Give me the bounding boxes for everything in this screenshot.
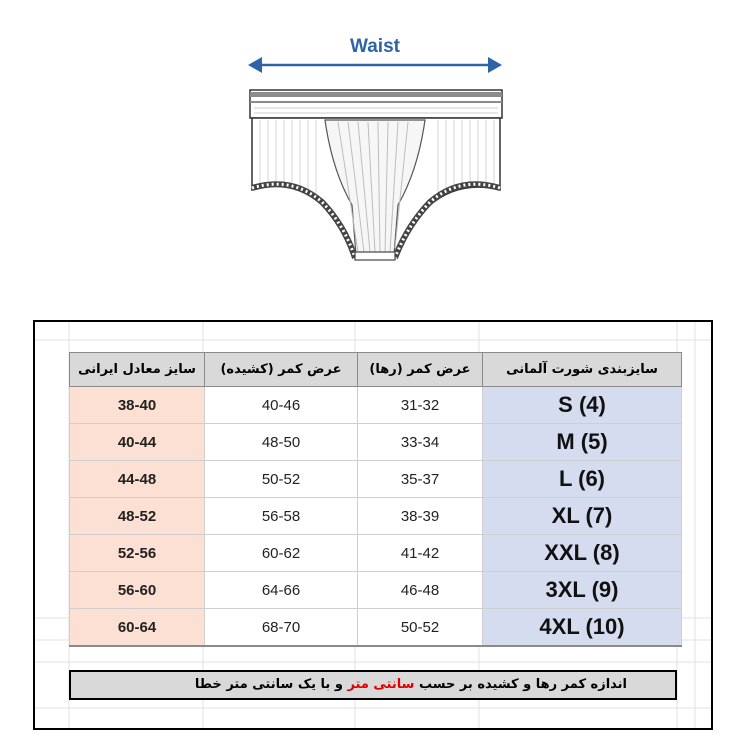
- table-row: [70, 498, 682, 535]
- german-size-cell: 4XL (10): [483, 609, 682, 647]
- waist-free-cell: 41-42: [358, 535, 483, 572]
- waist-free-cell: 31-32: [358, 387, 483, 424]
- waist-free-cell: 46-48: [358, 572, 483, 609]
- table-row: [70, 424, 682, 461]
- header-waist-stretched: عرض کمر (کشیده): [205, 353, 358, 387]
- measurement-note: [69, 670, 677, 700]
- waist-free-cell: 35-37: [358, 461, 483, 498]
- german-size-cell: XXL (8): [483, 535, 682, 572]
- waist-stretched-cell: 68-70: [205, 609, 358, 647]
- iranian-size-cell: 38-40: [70, 387, 205, 424]
- waist-stretched-cell: 64-66: [205, 572, 358, 609]
- iranian-size-cell: 44-48: [70, 461, 205, 498]
- german-size-cell: 3XL (9): [483, 572, 682, 609]
- waist-arrow: [248, 57, 502, 73]
- header-german-size: سایزبندی شورت آلمانی: [483, 353, 682, 387]
- german-size-cell: XL (7): [483, 498, 682, 535]
- iranian-size-cell: 40-44: [70, 424, 205, 461]
- waist-free-cell: 38-39: [358, 498, 483, 535]
- size-chart-sheet: [33, 320, 713, 730]
- waistband: [250, 90, 502, 118]
- header-waist-free: عرض کمر (رها): [358, 353, 483, 387]
- waist-free-cell: 33-34: [358, 424, 483, 461]
- waist-stretched-cell: 50-52: [205, 461, 358, 498]
- waist-label: Waist: [350, 36, 400, 57]
- waist-stretched-cell: 60-62: [205, 535, 358, 572]
- table-row: [70, 387, 682, 424]
- note-unit-highlight: سانتی متر: [347, 677, 415, 692]
- briefs-illustration: [230, 30, 530, 280]
- german-size-cell: S (4): [483, 387, 682, 424]
- waist-stretched-cell: 40-46: [205, 387, 358, 424]
- table-row: [70, 572, 682, 609]
- iranian-size-cell: 60-64: [70, 609, 205, 647]
- header-row: [70, 353, 682, 387]
- waist-stretched-cell: 48-50: [205, 424, 358, 461]
- header-iranian-size: سایز معادل ایرانی: [70, 353, 205, 387]
- iranian-size-cell: 56-60: [70, 572, 205, 609]
- note-suffix: و با یک سانتی متر خطا: [194, 677, 343, 692]
- table-row: [70, 535, 682, 572]
- size-table: [69, 352, 682, 647]
- german-size-cell: M (5): [483, 424, 682, 461]
- table-row: [70, 461, 682, 498]
- note-prefix: اندازه کمر رها و کشیده بر حسب: [418, 677, 627, 692]
- table-row: [70, 609, 682, 647]
- waist-stretched-cell: 56-58: [205, 498, 358, 535]
- iranian-size-cell: 52-56: [70, 535, 205, 572]
- german-size-cell: L (6): [483, 461, 682, 498]
- waist-free-cell: 50-52: [358, 609, 483, 647]
- iranian-size-cell: 48-52: [70, 498, 205, 535]
